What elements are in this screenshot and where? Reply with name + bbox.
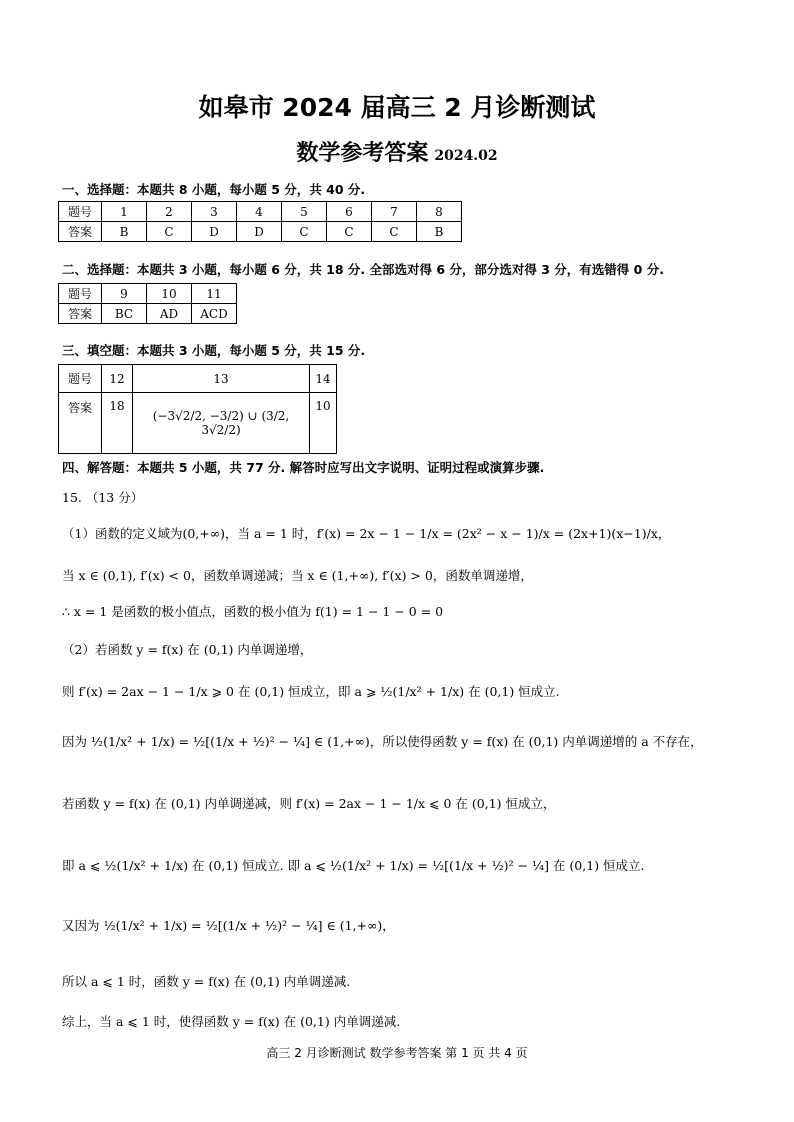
solution-line: （2）若函数 y = f(x) 在 (0,1) 内单调递增， bbox=[62, 642, 313, 657]
answer-cell: (−3√2/2, −3/2) ∪ (3/2, 3√2/2) bbox=[133, 393, 310, 454]
section2-answer-table bbox=[58, 283, 237, 324]
question-number: 3 bbox=[192, 202, 237, 222]
answer-cell: B bbox=[417, 222, 462, 242]
solution-line: ∴ x = 1 是函数的极小值点，函数的极小值为 f(1) = 1 − 1 − 0 = 0 bbox=[62, 604, 444, 619]
answer-cell: C bbox=[282, 222, 327, 242]
solution-line: 综上，当 a ⩽ 1 时，使得函数 y = f(x) 在 (0,1) 内单调递减. bbox=[62, 1014, 401, 1029]
section4-heading: 四、解答题：本题共 5 小题，共 77 分. 解答时应写出文字说明、证明过程或演算步骤. bbox=[62, 460, 545, 475]
answer-cell: ACD bbox=[192, 304, 237, 324]
page-footer: 高三 2 月诊断测试 数学参考答案 第 1 页 共 4 页 bbox=[266, 1046, 528, 1060]
answer-cell: D bbox=[237, 222, 282, 242]
subtitle-text: 数学参考答案 bbox=[296, 141, 429, 166]
solution-line: 又因为 ½(1/x² + 1/x) = ½[(1/x + ½)² − ¼] ∈ (1,+∞)， bbox=[62, 918, 395, 933]
row-label: 答案 bbox=[59, 222, 102, 242]
question-number: 13 bbox=[133, 365, 310, 393]
question-number: 10 bbox=[147, 284, 192, 304]
solution-line: 因为 ½(1/x² + 1/x) = ½[(1/x + ½)² − ¼] ∈ (1,+∞)，所以使得函数 y = f(x) 在 (0,1) 内单调递增的 a 不存在， bbox=[62, 734, 703, 749]
page-subtitle bbox=[0, 136, 794, 167]
page-title: 如皋市 2024 届高三 2 月诊断测试 bbox=[198, 93, 596, 122]
section1-answer-table bbox=[58, 201, 462, 242]
table-row bbox=[59, 304, 237, 324]
section1-heading: 一、选择题：本题共 8 小题，每小题 5 分，共 40 分. bbox=[62, 182, 366, 197]
row-label: 题号 bbox=[59, 202, 102, 222]
solution-line: 所以 a ⩽ 1 时，函数 y = f(x) 在 (0,1) 内单调递减. bbox=[62, 974, 351, 989]
answer-cell: 18 bbox=[102, 393, 133, 454]
solution-line: （1）函数的定义域为(0,+∞)，当 a = 1 时，f′(x) = 2x − 1 − 1/x = (2x² − x − 1)/x = (2x+1)(x−1)/x， bbox=[62, 526, 671, 541]
answer-cell: C bbox=[327, 222, 372, 242]
answer-cell: C bbox=[372, 222, 417, 242]
solution-line: 则 f′(x) = 2ax − 1 − 1/x ⩾ 0 在 (0,1) 恒成立，即 a ⩾ ½(1/x² + 1/x) 在 (0,1) 恒成立. bbox=[62, 684, 560, 699]
question-number: 12 bbox=[102, 365, 133, 393]
question-number: 7 bbox=[372, 202, 417, 222]
row-label: 题号 bbox=[59, 365, 102, 393]
section3-answer-table bbox=[58, 364, 337, 454]
section2-heading: 二、选择题：本题共 3 小题，每小题 6 分，共 18 分. 全部选对得 6 分，部分选对得 3 分，有选错得 0 分. bbox=[62, 262, 664, 277]
row-label: 题号 bbox=[59, 284, 102, 304]
question-number: 6 bbox=[327, 202, 372, 222]
answer-cell: 10 bbox=[310, 393, 337, 454]
table-row bbox=[59, 393, 337, 454]
row-label: 答案 bbox=[59, 304, 102, 324]
table-row bbox=[59, 222, 462, 242]
exam-date: 2024.02 bbox=[434, 148, 498, 164]
question-number: 9 bbox=[102, 284, 147, 304]
answer-cell: AD bbox=[147, 304, 192, 324]
question-number: 4 bbox=[237, 202, 282, 222]
section3-heading: 三、填空题：本题共 3 小题，每小题 5 分，共 15 分. bbox=[62, 343, 366, 358]
table-row bbox=[59, 365, 337, 393]
answer-cell: BC bbox=[102, 304, 147, 324]
question-number: 1 bbox=[102, 202, 147, 222]
question-15-label: 15. （13 分） bbox=[62, 490, 144, 505]
question-number: 14 bbox=[310, 365, 337, 393]
question-number: 11 bbox=[192, 284, 237, 304]
question-number: 2 bbox=[147, 202, 192, 222]
solution-line: 当 x ∈ (0,1), f′(x) < 0，函数单调递减；当 x ∈ (1,+∞), f′(x) > 0，函数单调递增， bbox=[62, 568, 533, 583]
row-label: 答案 bbox=[59, 393, 102, 454]
answer-cell: C bbox=[147, 222, 192, 242]
question-number: 5 bbox=[282, 202, 327, 222]
question-number: 8 bbox=[417, 202, 462, 222]
answer-cell: D bbox=[192, 222, 237, 242]
solution-line: 即 a ⩽ ½(1/x² + 1/x) 在 (0,1) 恒成立. 即 a ⩽ ½(1/x² + 1/x) = ½[(1/x + ½)² − ¼] 在 (0,1) 恒成立. bbox=[62, 858, 645, 873]
table-row bbox=[59, 284, 237, 304]
solution-line: 若函数 y = f(x) 在 (0,1) 内单调递减，则 f′(x) = 2ax − 1 − 1/x ⩽ 0 在 (0,1) 恒成立， bbox=[62, 796, 556, 811]
answer-cell: B bbox=[102, 222, 147, 242]
table-row bbox=[59, 202, 462, 222]
